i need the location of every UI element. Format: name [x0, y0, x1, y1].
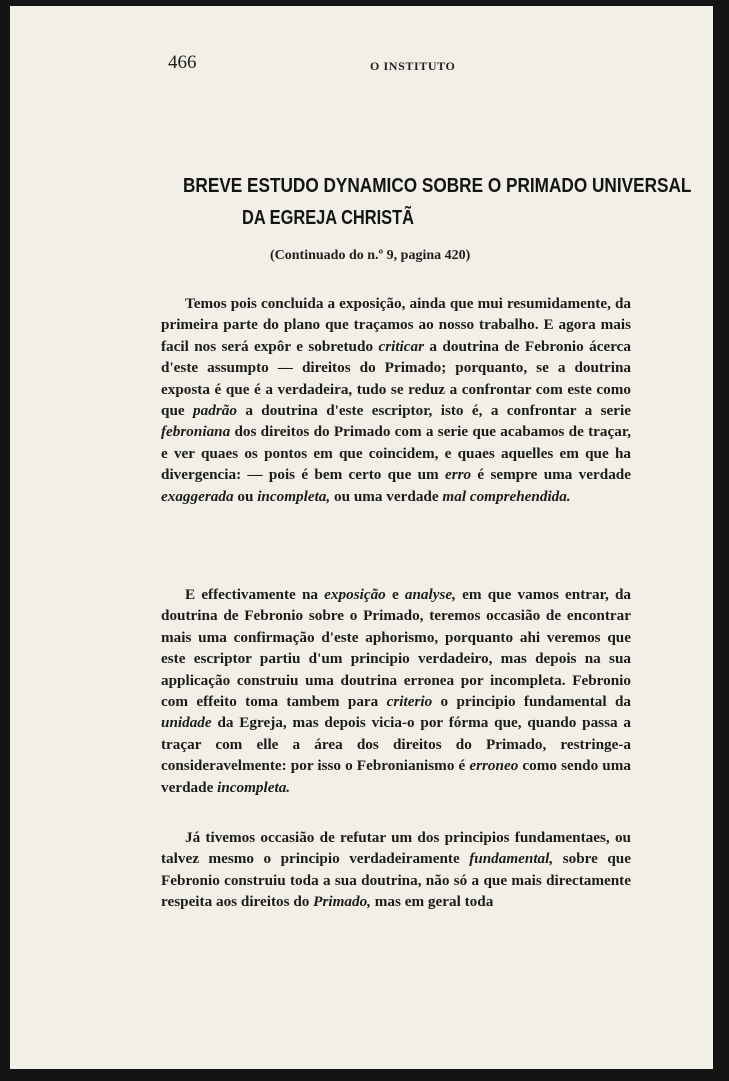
continuation-note: (Continuado do n.º 9, pagina 420): [270, 248, 471, 263]
article-title-line-2: DA EGREJA CHRISTÃ: [242, 207, 414, 229]
italic-run: exaggerada: [161, 487, 234, 505]
text-run: sobre que Febronio construiu toda a sua doutrina, não só a que mais directamente respeita aos direitos do: [161, 850, 631, 911]
italic-run: criterio: [386, 693, 433, 711]
italic-run: incompleta,: [257, 487, 331, 505]
text-run: é sempre uma verdade: [471, 466, 631, 484]
body-text-block-1: [161, 293, 631, 507]
text-run: em que vamos entrar, da doutrina de Febronio sobre o Primado, teremos occasião de encontrar mais uma confirmação d'este aphorismo, porquanto ahi veremos que este escriptor partiu d'um principio verdadeiro, mas depois na sua applicação construiu uma doutrina erronea por incompleta. Febronio com effeito toma tambem para: [161, 586, 631, 711]
text-run: a doutrina d'este escriptor, isto é, a confrontar a serie: [236, 402, 631, 420]
text-run: a doutrina de Febronio ácerca d'este assumpto — direitos do Primado; porquanto, se a doutrina exposta é que é a verdadeira, tudo se reduz a confrontar com este como que: [161, 337, 631, 420]
text-run: ou uma verdade: [330, 487, 443, 505]
page-header: [158, 52, 718, 82]
text-run: ou: [233, 487, 258, 505]
italic-run: mal comprehendida.: [442, 487, 571, 505]
italic-run: padrão: [193, 402, 237, 420]
text-run: mas em geral toda: [370, 893, 494, 911]
text-run: o principio fundamental da: [432, 693, 631, 711]
paragraph-1: [161, 293, 631, 507]
paragraph-3: [161, 827, 631, 913]
italic-run: erro: [444, 466, 472, 484]
italic-run: fundamental,: [469, 850, 554, 868]
italic-run: erroneo: [469, 757, 519, 775]
text-run: Já tivemos occasião de refutar um dos principios fundamentaes, ou talvez mesmo o principio verdadeiramente: [161, 829, 631, 868]
body-text-block-2: [161, 584, 631, 798]
italic-run: analyse,: [404, 586, 456, 603]
italic-run: unidade: [161, 714, 212, 732]
italic-run: incompleta.: [217, 778, 291, 796]
body-text-block-3: [161, 827, 631, 913]
text-run: E effectivamente na: [185, 586, 325, 603]
italic-run: exposição: [324, 586, 386, 603]
page-number: 466: [168, 52, 197, 73]
paragraph-2: [161, 584, 631, 798]
text-run: da Egreja, mas depois vicia-o por fórma que, quando passa a traçar com elle a área dos direitos do Primado, restringe-a consideravelmente: por isso o Febronianismo é: [161, 714, 631, 775]
text-run: Temos pois concluida a exposição, ainda que mui resumidamente, da primeira parte do plano que traçamos ao nosso trabalho. E agora mais facil nos será expôr e sobretudo: [161, 295, 631, 355]
italic-run: Primado,: [313, 893, 371, 911]
article-title-line-1: BREVE ESTUDO DYNAMICO SOBRE O PRIMADO UNIVERSAL: [183, 175, 692, 197]
text-run: como sendo uma verdade: [161, 757, 631, 796]
italic-run: febroniana: [161, 423, 231, 441]
text-run: e: [385, 586, 405, 603]
italic-run: criticar: [378, 337, 425, 355]
text-run: dos direitos do Primado com a serie que acabamos de traçar, e ver quaes os pontos em que coincidem, e quaes aquelles em que ha divergencia: — pois é bem certo que um: [161, 423, 631, 484]
running-title: O INSTITUTO: [370, 59, 456, 73]
